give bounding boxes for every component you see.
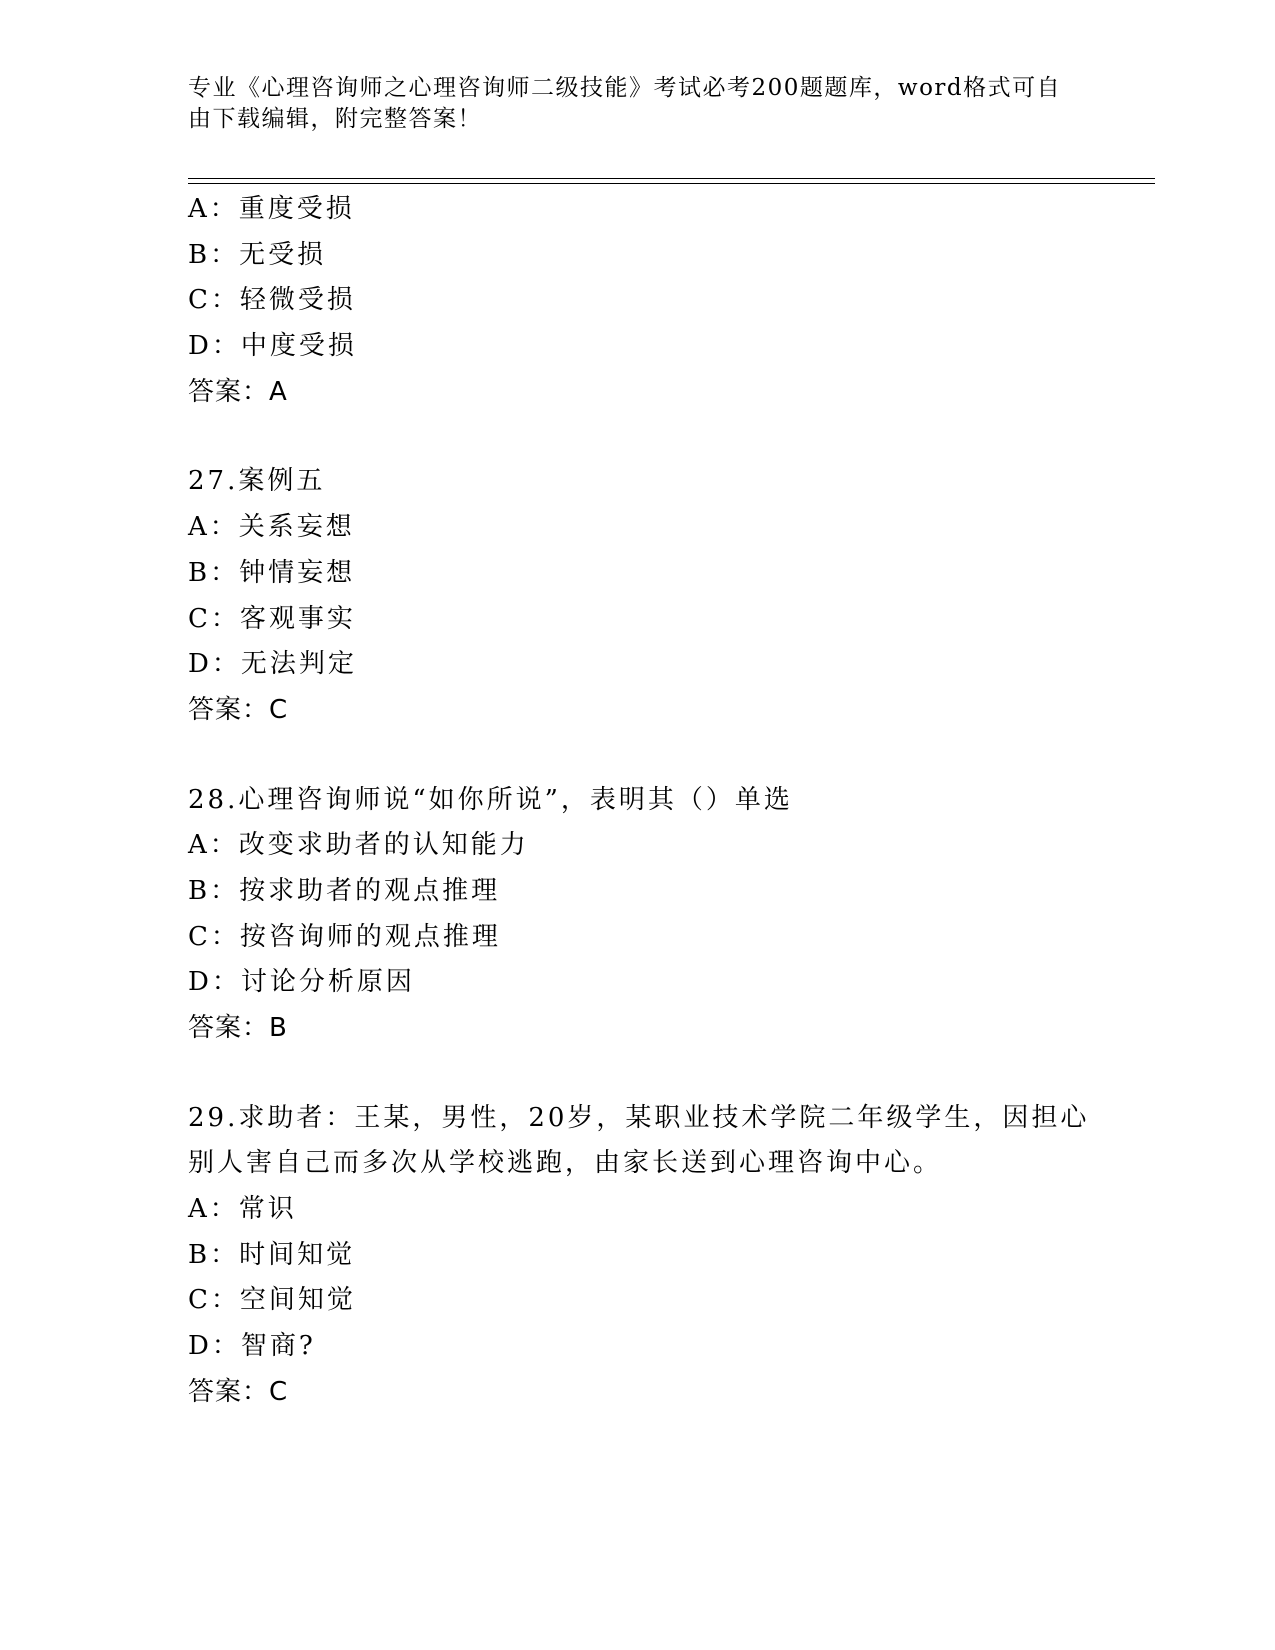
question-29 [188, 1096, 1088, 1416]
option-d: D：讨论分析原因 [188, 967, 415, 998]
option-a: A：常识 [188, 1194, 297, 1225]
option-c: C：空间知觉 [188, 1285, 356, 1316]
document-header [188, 73, 1088, 135]
option-b: B：钟情妄想 [188, 557, 356, 588]
question-spacer [188, 415, 1088, 459]
option-b: B：无受损 [188, 239, 327, 270]
option-d: D：中度受损 [188, 331, 357, 362]
question-text: 27.案例五 [188, 466, 326, 497]
header-line-2: 由下载编辑，附完整答案！ [188, 106, 482, 132]
question-spacer [188, 1052, 1088, 1096]
question-28 [188, 778, 1088, 1052]
question-27 [188, 459, 1088, 733]
answer-line: 答案：B [188, 1013, 288, 1043]
question-text-line-1: 29.求助者：王某，男性，20岁，某职业技术学院二年级学生，因担心 [188, 1102, 1090, 1133]
question-list [188, 187, 1088, 1416]
option-c: C：轻微受损 [188, 285, 356, 316]
option-c: C：按咨询师的观点推理 [188, 921, 501, 952]
option-a: A：重度受损 [188, 194, 355, 224]
option-a: A：关系妄想 [188, 512, 355, 543]
header-line-1: 专业《心理咨询师之心理咨询师二级技能》考试必考200题题库，word格式可自 [188, 75, 1062, 101]
question-spacer [188, 734, 1088, 778]
question-text-line-2: 别人害自己而多次从学校逃跑，由家长送到心理咨询中心。 [188, 1148, 943, 1179]
header-rule-bottom [188, 183, 1155, 184]
answer-line: 答案：A [188, 376, 288, 407]
option-c: C：客观事实 [188, 603, 356, 634]
option-a: A：改变求助者的认知能力 [188, 830, 529, 861]
answer-line: 答案：C [188, 1376, 289, 1407]
option-b: B：按求助者的观点推理 [188, 875, 501, 906]
answer-line: 答案：C [188, 694, 289, 725]
option-b: B：时间知觉 [188, 1239, 356, 1270]
question-text: 28.心理咨询师说“如你所说”，表明其（）单选 [188, 784, 793, 815]
header-rule-top [188, 178, 1155, 179]
option-d: D：智商? [188, 1331, 316, 1362]
question-26 [188, 187, 1088, 415]
option-d: D：无法判定 [188, 649, 357, 680]
